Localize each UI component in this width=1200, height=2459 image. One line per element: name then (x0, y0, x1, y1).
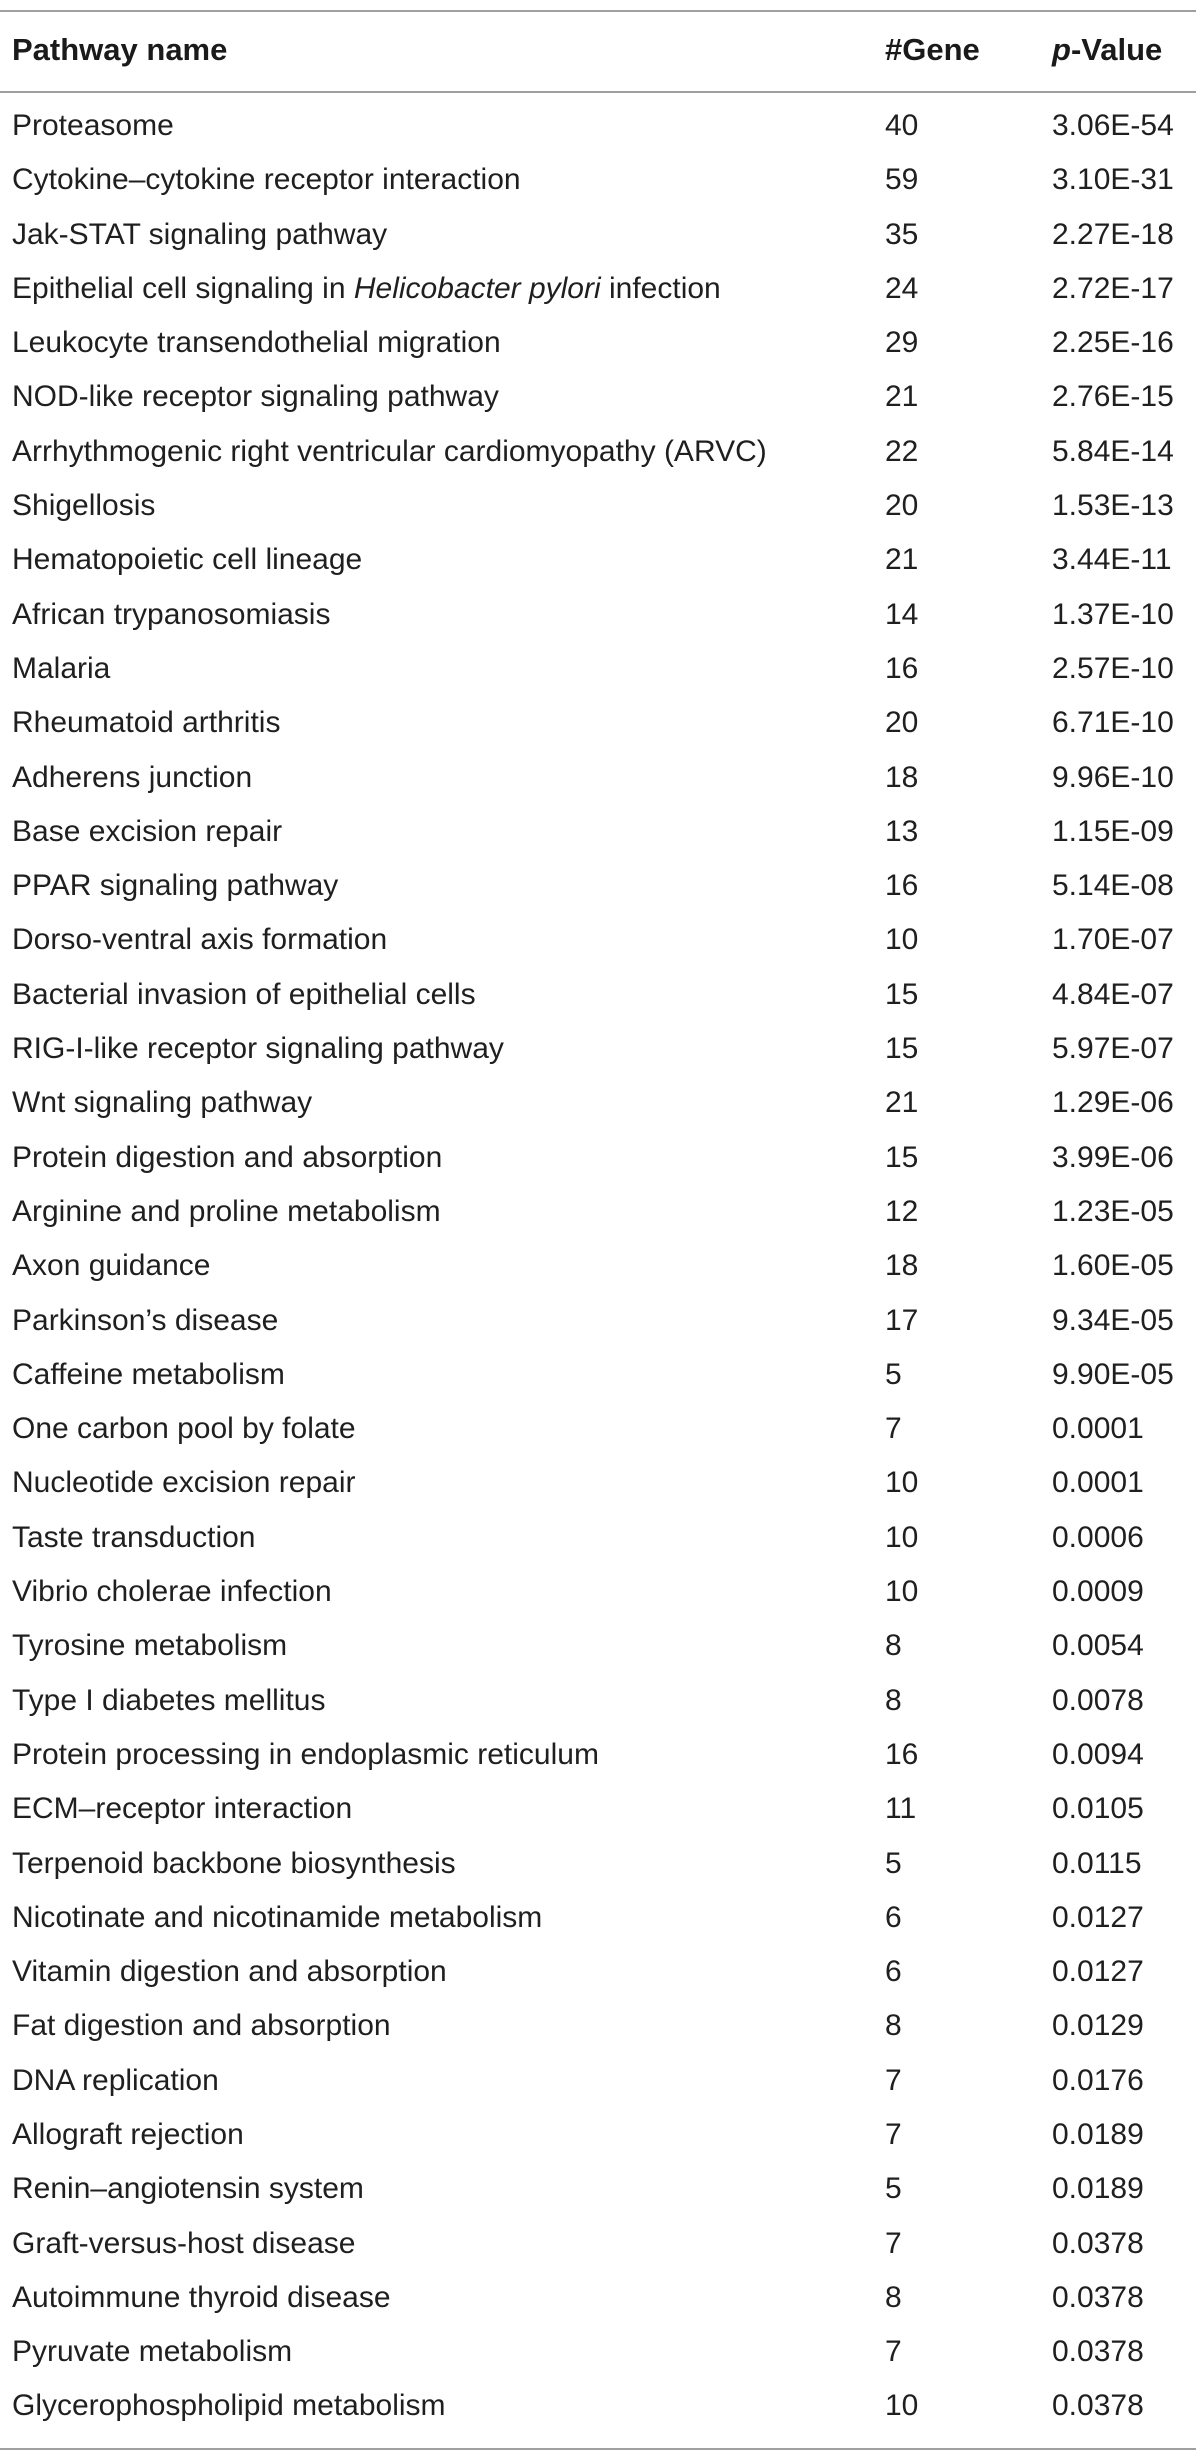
p-value-cell: 5.14E-08 (1052, 869, 1174, 903)
p-value-cell: 0.0006 (1052, 1520, 1144, 1554)
pathway-name-italic: Helicobacter pylori (353, 271, 601, 305)
p-value-cell: 0.0094 (1052, 1737, 1144, 1771)
pathway-name-cell: Malaria (12, 651, 111, 685)
gene-count-cell: 16 (885, 651, 919, 685)
gene-count-cell: 7 (885, 1412, 902, 1446)
table-row (0, 910, 1200, 964)
table-row (0, 802, 1200, 856)
p-value-cell: 3.99E-06 (1052, 1140, 1174, 1174)
table-row (0, 1453, 1200, 1507)
gene-count-cell: 5 (885, 1357, 902, 1391)
p-value-cell: 3.44E-11 (1052, 543, 1172, 577)
pathway-name-cell: Tyrosine metabolism (12, 1629, 288, 1663)
table-row (0, 2051, 1200, 2105)
table-row (0, 150, 1200, 204)
gene-count-cell: 8 (885, 2009, 902, 2043)
gene-count-cell: 15 (885, 1140, 919, 1174)
pathway-name-cell: Protein digestion and absorption (12, 1140, 443, 1174)
gene-count-cell: 10 (885, 2389, 919, 2423)
table-row (0, 96, 1200, 150)
table-row (0, 2214, 1200, 2268)
p-value-cell: 2.72E-17 (1052, 271, 1174, 305)
table-row (0, 1996, 1200, 2050)
pathway-name-cell: Parkinson’s disease (12, 1303, 279, 1337)
p-value-cell: 6.71E-10 (1052, 706, 1174, 740)
gene-count-cell: 5 (885, 2172, 902, 2206)
table-header (0, 12, 1200, 91)
p-value-cell: 0.0378 (1052, 2226, 1144, 2260)
pathway-name-cell: Dorso-ventral axis formation (12, 923, 388, 957)
header-p-value (1052, 32, 1162, 68)
gene-count-cell: 16 (885, 869, 919, 903)
pathway-name-cell: Arrhythmogenic right ventricular cardiomyopathy (ARVC) (12, 434, 767, 468)
table-row (0, 2376, 1200, 2430)
gene-count-cell: 22 (885, 434, 919, 468)
p-value-cell: 1.29E-06 (1052, 1086, 1174, 1120)
table-row (0, 965, 1200, 1019)
table-row (0, 1128, 1200, 1182)
table-row (0, 1236, 1200, 1290)
table-row (0, 1888, 1200, 1942)
table-row (0, 259, 1200, 313)
pathway-name-cell: Base excision repair (12, 814, 283, 848)
pathway-name-cell: Autoimmune thyroid disease (12, 2280, 391, 2314)
p-value-cell: 9.34E-05 (1052, 1303, 1174, 1337)
gene-count-cell: 13 (885, 814, 919, 848)
pathway-name-cell: Fat digestion and absorption (12, 2009, 391, 2043)
p-value-cell: 1.60E-05 (1052, 1249, 1174, 1283)
table-row (0, 1073, 1200, 1127)
gene-count-cell: 21 (885, 380, 919, 414)
p-value-cell: 0.0127 (1052, 1900, 1144, 1934)
pathway-name-cell: Proteasome (12, 109, 174, 142)
table-row (0, 422, 1200, 476)
gene-count-cell: 11 (885, 1792, 917, 1826)
p-value-cell: 1.53E-13 (1052, 489, 1174, 523)
gene-count-cell: 5 (885, 1846, 902, 1880)
pathway-name-cell: Vitamin digestion and absorption (12, 1955, 447, 1989)
pathway-name-cell: Nucleotide excision repair (12, 1466, 356, 1500)
table-row (0, 693, 1200, 747)
p-value-cell: 0.0127 (1052, 1955, 1144, 1989)
p-value-cell: 0.0189 (1052, 2172, 1144, 2206)
gene-count-cell: 10 (885, 1575, 919, 1609)
pathway-name-cell: Wnt signaling pathway (12, 1086, 313, 1120)
pathway-name-cell: Adherens junction (12, 760, 253, 794)
pathway-name-cell: Caffeine metabolism (12, 1357, 285, 1391)
header-gene-count: #Gene (885, 32, 980, 67)
gene-count-cell: 6 (885, 1955, 902, 1989)
p-value-cell: 0.0001 (1052, 1466, 1144, 1500)
table-row (0, 2159, 1200, 2213)
header-pathway-name: Pathway name (12, 32, 228, 67)
pathway-name-cell: One carbon pool by folate (12, 1412, 356, 1446)
gene-count-cell: 18 (885, 1249, 919, 1283)
gene-count-cell: 35 (885, 217, 919, 251)
table-row (0, 1345, 1200, 1399)
gene-count-cell: 24 (885, 271, 919, 305)
gene-count-cell: 6 (885, 1900, 902, 1934)
p-value-cell: 2.27E-18 (1052, 217, 1174, 251)
pathway-name-cell: Type I diabetes mellitus (12, 1683, 326, 1717)
table-row (0, 748, 1200, 802)
p-value-cell: 4.84E-07 (1052, 977, 1174, 1011)
table-row (0, 1834, 1200, 1888)
table-row (0, 1779, 1200, 1833)
pathway-name-cell: DNA replication (12, 2063, 219, 2097)
table-row (0, 1671, 1200, 1725)
pathway-name-cell: Vibrio cholerae infection (12, 1575, 332, 1609)
table-row (0, 639, 1200, 693)
p-value-cell: 0.0078 (1052, 1683, 1144, 1717)
p-value-cell: 1.70E-07 (1052, 923, 1174, 957)
header-p-suffix: -Value (1070, 32, 1163, 67)
gene-count-cell: 40 (885, 109, 919, 142)
table-row (0, 1399, 1200, 1453)
p-value-cell: 3.06E-54 (1052, 109, 1174, 142)
gene-count-cell: 20 (885, 489, 919, 523)
pathway-name-cell: Rheumatoid arthritis (12, 706, 281, 740)
pathway-name-cell: Axon guidance (12, 1249, 211, 1283)
p-value-cell: 0.0115 (1052, 1846, 1142, 1880)
p-value-cell: 0.0105 (1052, 1792, 1144, 1826)
pathway-name-cell: Taste transduction (12, 1520, 256, 1554)
p-value-cell: 0.0009 (1052, 1575, 1144, 1609)
header-p-italic: p (1052, 32, 1071, 67)
gene-count-cell: 10 (885, 923, 919, 957)
gene-count-cell: 12 (885, 1194, 919, 1228)
pathway-name-cell: RIG-I-like receptor signaling pathway (12, 1032, 504, 1066)
pathway-name-part: infection (600, 271, 721, 305)
pathway-name-cell: Leukocyte transendothelial migration (12, 326, 501, 360)
table-row (0, 1019, 1200, 1073)
gene-count-cell: 21 (885, 1086, 919, 1120)
pathway-name-cell: PPAR signaling pathway (12, 869, 339, 903)
pathway-name-cell: Graft-versus-host disease (12, 2226, 356, 2260)
table-header-rule (0, 91, 1196, 93)
table-row (0, 2105, 1200, 2159)
pathway-name-cell: Renin–angiotensin system (12, 2172, 364, 2206)
gene-count-cell: 7 (885, 2335, 902, 2369)
p-value-cell: 9.90E-05 (1052, 1357, 1174, 1391)
gene-count-cell: 7 (885, 2226, 902, 2260)
p-value-cell: 1.23E-05 (1052, 1194, 1174, 1228)
gene-count-cell: 8 (885, 2280, 902, 2314)
table-row (0, 313, 1200, 367)
pathway-name-cell: Arginine and proline metabolism (12, 1194, 441, 1228)
p-value-cell: 2.25E-16 (1052, 326, 1174, 360)
p-value-cell: 1.15E-09 (1052, 814, 1174, 848)
table-row (0, 1616, 1200, 1670)
table-row (0, 1508, 1200, 1562)
p-value-cell: 2.57E-10 (1052, 651, 1174, 685)
pathway-name-cell: Cytokine–cytokine receptor interaction (12, 163, 521, 197)
p-value-cell: 2.76E-15 (1052, 380, 1174, 414)
gene-count-cell: 21 (885, 543, 919, 577)
table-bottom-rule (0, 2448, 1196, 2450)
pathway-name-cell: Hematopoietic cell lineage (12, 543, 363, 577)
p-value-cell: 0.0378 (1052, 2280, 1144, 2314)
p-value-cell: 9.96E-10 (1052, 760, 1174, 794)
gene-count-cell: 20 (885, 706, 919, 740)
table-row (0, 585, 1200, 639)
pathway-name-cell: Nicotinate and nicotinamide metabolism (12, 1900, 543, 1934)
table-row (0, 1562, 1200, 1616)
pathway-name-part: Epithelial cell signaling in (12, 271, 354, 305)
gene-count-cell: 10 (885, 1520, 919, 1554)
pathway-name-cell: ECM–receptor interaction (12, 1792, 353, 1826)
gene-count-cell: 7 (885, 2117, 902, 2151)
table-row (0, 476, 1200, 530)
pathway-name-cell: Protein processing in endoplasmic reticulum (12, 1737, 599, 1771)
table-body (0, 96, 1200, 2431)
table-row (0, 530, 1200, 584)
pathway-name-cell: Pyruvate metabolism (12, 2335, 293, 2369)
gene-count-cell: 8 (885, 1683, 902, 1717)
table-row (0, 2268, 1200, 2322)
table-row (0, 1182, 1200, 1236)
gene-count-cell: 15 (885, 1032, 919, 1066)
gene-count-cell: 14 (885, 597, 919, 631)
gene-count-cell: 7 (885, 2063, 902, 2097)
p-value-cell: 0.0378 (1052, 2335, 1144, 2369)
pathway-name-cell (12, 272, 721, 306)
p-value-cell: 0.0189 (1052, 2117, 1144, 2151)
pathway-name-cell: NOD-like receptor signaling pathway (12, 380, 499, 414)
pathway-name-cell: Terpenoid backbone biosynthesis (12, 1846, 456, 1880)
p-value-cell: 5.84E-14 (1052, 434, 1174, 468)
pathway-name-cell: Bacterial invasion of epithelial cells (12, 977, 476, 1011)
gene-count-cell: 8 (885, 1629, 902, 1663)
p-value-cell: 0.0001 (1052, 1412, 1144, 1446)
table-row (0, 1725, 1200, 1779)
pathway-name-cell: Jak-STAT signaling pathway (12, 217, 388, 251)
gene-count-cell: 17 (885, 1303, 919, 1337)
pathway-name-cell: Shigellosis (12, 489, 156, 523)
pathway-name-cell: Glycerophospholipid metabolism (12, 2389, 446, 2423)
p-value-cell: 0.0054 (1052, 1629, 1144, 1663)
p-value-cell: 0.0176 (1052, 2063, 1144, 2097)
table-row (0, 2322, 1200, 2376)
p-value-cell: 1.37E-10 (1052, 597, 1174, 631)
gene-count-cell: 15 (885, 977, 919, 1011)
gene-count-cell: 10 (885, 1466, 919, 1500)
table-row (0, 367, 1200, 421)
table-row (0, 856, 1200, 910)
p-value-cell: 3.10E-31 (1052, 163, 1174, 197)
table-row (0, 1942, 1200, 1996)
table-row (0, 1291, 1200, 1345)
p-value-cell: 0.0378 (1052, 2389, 1144, 2423)
pathway-name-cell: African trypanosomiasis (12, 597, 331, 631)
gene-count-cell: 16 (885, 1737, 919, 1771)
pathway-name-cell: Allograft rejection (12, 2117, 244, 2151)
table-row (0, 205, 1200, 259)
p-value-cell: 5.97E-07 (1052, 1032, 1174, 1066)
gene-count-cell: 18 (885, 760, 919, 794)
gene-count-cell: 29 (885, 326, 919, 360)
gene-count-cell: 59 (885, 163, 919, 197)
p-value-cell: 0.0129 (1052, 2009, 1144, 2043)
